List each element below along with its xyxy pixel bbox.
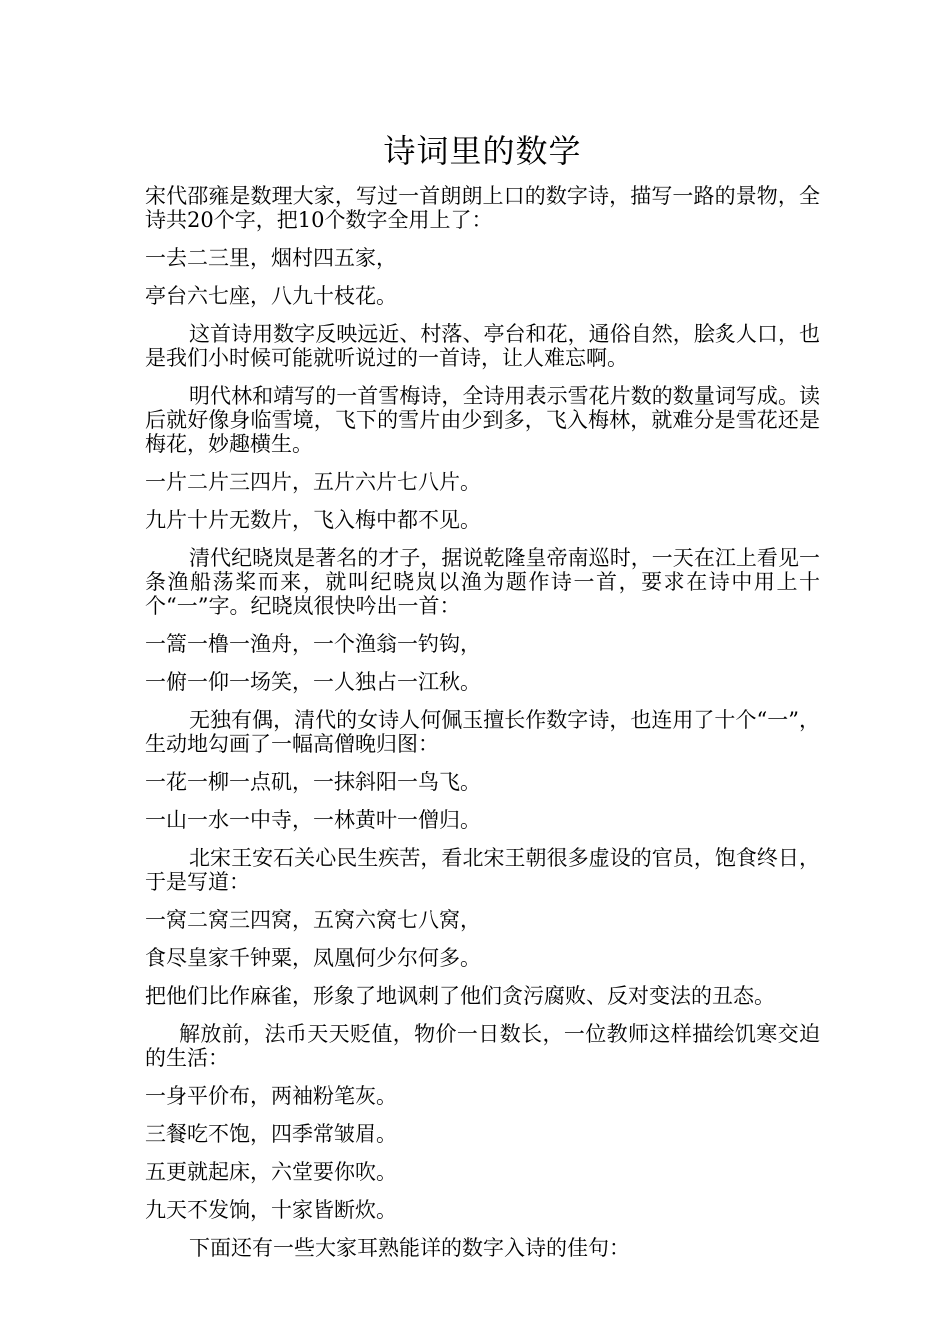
body-paragraph: 把他们比作麻雀，形象了地讽刺了他们贪污腐败、反对变法的丑态。 [145, 984, 775, 1008]
body-paragraph: 解放前，法币天天贬值，物价一日数长，一位教师这样描绘饥寒交迫的生活： [145, 1022, 820, 1070]
verse-line: 亭台六七座，八九十枝花。 [145, 284, 397, 308]
verse-line: 一花一柳一点矶，一抹斜阳一鸟飞。 [145, 770, 481, 794]
verse-line: 一片二片三四片，五片六片七八片。 [145, 470, 481, 494]
verse-line: 九天不发饷，十家皆断炊。 [145, 1198, 397, 1222]
verse-line: 三餐吃不饱，四季常皱眉。 [145, 1122, 397, 1146]
verse-line: 一俯一仰一场笑，一人独占一江秋。 [145, 670, 481, 694]
verse-line: 一山一水一中寺，一林黄叶一僧归。 [145, 808, 481, 832]
verse-line: 一身平价布，两袖粉笔灰。 [145, 1084, 397, 1108]
verse-line: 一窝二窝三四窝，五窝六窝七八窝， [145, 908, 481, 932]
document-title: 诗词里的数学 [383, 132, 582, 170]
body-paragraph: 清代纪晓岚是著名的才子，据说乾隆皇帝南巡时，一天在江上看见一条渔船荡桨而来，就叫纪晓岚以渔为题作诗一首，要求在诗中用上十个“一”字。纪晓岚很快吟出一首： [145, 546, 820, 618]
body-paragraph: 这首诗用数字反映远近、村落、亭台和花，通俗自然，脍炙人口，也是我们小时候可能就听说过的一首诗，让人难忘啊。 [145, 322, 820, 370]
verse-line: 一篙一橹一渔舟，一个渔翁一钓钩， [145, 632, 481, 656]
body-paragraph: 北宋王安石关心民生疾苦，看北宋王朝很多虚设的官员，饱食终日，于是写道： [145, 846, 820, 894]
verse-line: 五更就起床，六堂要你吹。 [145, 1160, 397, 1184]
body-paragraph: 明代林和靖写的一首雪梅诗，全诗用表示雪花片数的数量词写成。读后就好像身临雪境，飞下的雪片由少到多，飞入梅林，就难分是雪花还是梅花，妙趣横生。 [145, 384, 820, 456]
body-paragraph: 下面还有一些大家耳熟能详的数字入诗的佳句： [189, 1236, 630, 1260]
body-paragraph: 宋代邵雍是数理大家，写过一首朗朗上口的数字诗，描写一路的景物，全诗共20个字，把10个数字全用上了： [145, 184, 820, 232]
verse-line: 食尽皇家千钟粟，凤凰何少尔何多。 [145, 946, 481, 970]
verse-line: 九片十片无数片，飞入梅中都不见。 [145, 508, 481, 532]
document-page [145, 128, 820, 1274]
verse-line: 一去二三里，烟村四五家， [145, 246, 397, 270]
body-paragraph: 无独有偶，清代的女诗人何佩玉擅长作数字诗，也连用了十个“一”，生动地勾画了一幅高僧晚归图： [145, 708, 820, 756]
document-body [145, 184, 820, 1260]
